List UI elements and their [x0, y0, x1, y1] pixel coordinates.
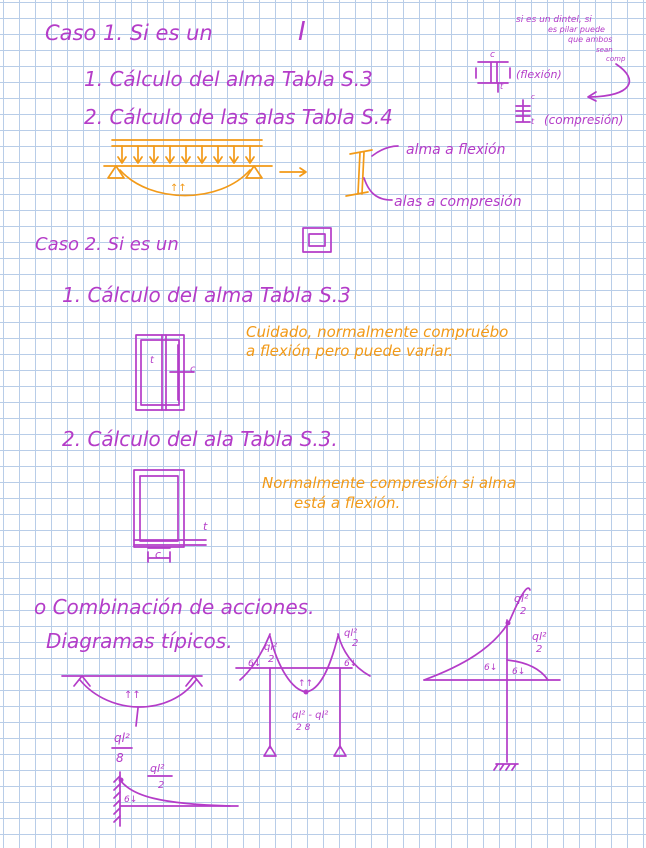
caso2-step2: 2. Cálculo del ala Tabla S.3.	[62, 427, 338, 451]
column-mid-den: 2	[536, 644, 543, 655]
fig1-t: t	[150, 355, 154, 366]
fig1-c-label: c	[490, 50, 495, 60]
column-mid-num: ql²	[532, 630, 547, 643]
caso1-step2-note: (compresión)	[544, 113, 624, 127]
caso1-side-note-3: que ambos	[568, 35, 613, 44]
frame-mark: ↑↑	[298, 679, 314, 689]
box-section-figure-2	[134, 470, 206, 562]
fig2-t-label: t	[531, 117, 535, 126]
frame-right-num: ql²	[344, 628, 358, 639]
distributed-load-beam	[104, 140, 272, 196]
beam-mark: ↑↑	[124, 690, 141, 701]
fig1-t-label: t	[500, 82, 504, 91]
combinacion-subtitle: Diagramas típicos.	[46, 629, 233, 653]
caso2-note2-line2: está a flexión.	[294, 494, 401, 512]
beam-label-num: ql²	[114, 731, 130, 745]
frame-rot-left: 6↓	[248, 659, 262, 669]
combinacion-title: o Combinación de acciones.	[34, 595, 315, 619]
portal-frame-diagram	[236, 634, 370, 756]
caso1-side-note-1: si es un dintel, si	[516, 15, 592, 25]
caso2-step1: 1. Cálculo del alma Tabla S.3	[62, 283, 351, 307]
frame-rot-right: 6↓	[344, 659, 358, 669]
fig2-t: t	[203, 520, 208, 533]
caso1-i-symbol: I	[298, 17, 306, 47]
caso1-side-note-5: comp	[606, 55, 626, 63]
annot-alma: alma a flexión	[406, 142, 506, 158]
column-rot-right: 6↓	[512, 667, 526, 677]
caso1-step1: 1. Cálculo del alma Tabla S.3	[84, 67, 373, 91]
column-diagram	[424, 588, 560, 770]
fig1-c: c	[190, 364, 196, 375]
box-section-icon	[303, 228, 331, 252]
caso1-step2: 2. Cálculo de las alas Tabla S.4	[84, 105, 393, 129]
simply-supported-diagram	[62, 676, 202, 726]
caso2-title: Caso 2. Si es un	[35, 234, 179, 255]
caso2-note1-line1: Cuidado, normalmente compruébo	[246, 323, 509, 341]
column-top-num: ql²	[514, 592, 529, 605]
caso1-side-note-2: es pilar puede	[548, 25, 605, 34]
frame-left-num: ql²	[264, 642, 278, 653]
caso2-note1-line2: a flexión pero puede variar.	[246, 342, 454, 360]
annot-alas: alas a compresión	[394, 194, 522, 210]
cantilever-rot: 6↓	[124, 795, 138, 805]
cantilever-den: 2	[158, 780, 165, 791]
caso1-side-note-4: sean	[596, 46, 613, 54]
caso2-note2-line1: Normalmente compresión si alma	[262, 474, 517, 492]
column-rot-left: 6↓	[484, 663, 498, 673]
i-beam-figure-compresion	[516, 100, 530, 122]
column-top-den: 2	[520, 606, 527, 617]
fig2-c-label: c	[531, 93, 535, 101]
i-section-sketch	[346, 146, 398, 200]
caso1-title: Caso 1. Si es un	[45, 21, 213, 45]
box-section-figure-1	[136, 335, 194, 410]
frame-right-den: 2	[352, 638, 359, 649]
arrow-right	[280, 168, 306, 176]
frame-mid-den: 2 8	[296, 723, 311, 733]
beam-label-den: 8	[116, 751, 124, 765]
caso1-step1-note: (flexión)	[516, 68, 562, 81]
frame-left-den: 2	[268, 654, 275, 665]
frame-mid-label: ql² - ql²	[292, 710, 329, 721]
caso1-beam-mark: ↑↑	[170, 183, 187, 194]
cantilever-num: ql²	[150, 762, 165, 775]
fig2-c: c	[155, 548, 162, 561]
i-beam-figure-flexion	[476, 62, 510, 92]
